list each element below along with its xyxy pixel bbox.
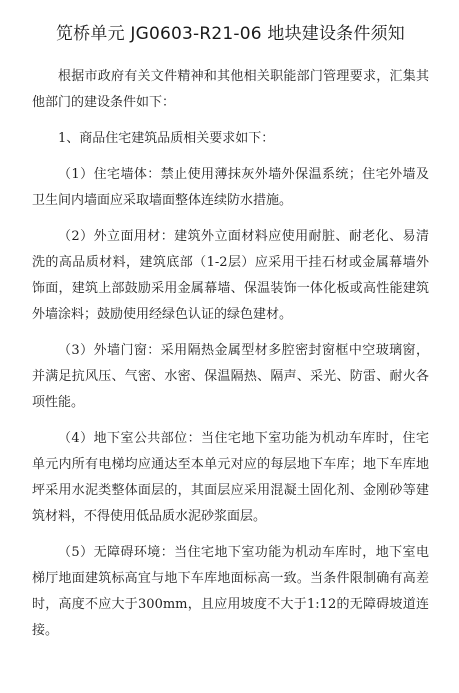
intro-paragraph: 根据市政府有关文件精神和其他相关职能部门管理要求，汇集其他部门的建设条件如下： xyxy=(32,69,429,110)
section-heading-1: 1、商品住宅建筑品质相关要求如下： xyxy=(58,131,275,146)
item-wall: （1）住宅墙体：禁止使用薄抹灰外墙外保温系统；住宅外墙及卫生间内墙面应采取墙面整体连续防水措施。 xyxy=(32,167,429,208)
item-accessibility: （5）无障碍环境：当住宅地下室功能为机动车库时，地下室电梯厅地面建筑标高宜与地下车库地面标高一致。当条件限制确有高差时，高度不应大于300mm，且应用坡度不大于1:12的无障碍坡道连接。 xyxy=(32,545,429,638)
item-windows: （3）外墙门窗：采用隔热金属型材多腔密封窗框中空玻璃窗，并满足抗风压、气密、水密、保温隔热、隔声、采光、防雷、耐火各项性能。 xyxy=(32,343,429,410)
item-facade: （2）外立面用材：建筑外立面材料应使用耐脏、耐老化、易清洗的高品质材料，建筑底部（1-2层）应采用干挂石材或金属幕墙外饰面，建筑上部鼓励采用金属幕墙、保温装饰一体化板或高性能建筑外墙涂料；鼓励使用经绿色认证的绿色建材。 xyxy=(32,229,429,322)
document-title: 笕桥单元 JG0603-R21-06 地块建设条件须知 xyxy=(55,24,405,44)
item-basement: （4）地下室公共部位：当住宅地下室功能为机动车库时，住宅单元内所有电梯均应通达至本单元对应的每层地下车库；地下车库地坪采用水泥类整体面层的，其面层应采用混凝土固化剂、金刚砂等建筑材料，不得使用低品质水泥砂浆面层。 xyxy=(32,431,429,524)
